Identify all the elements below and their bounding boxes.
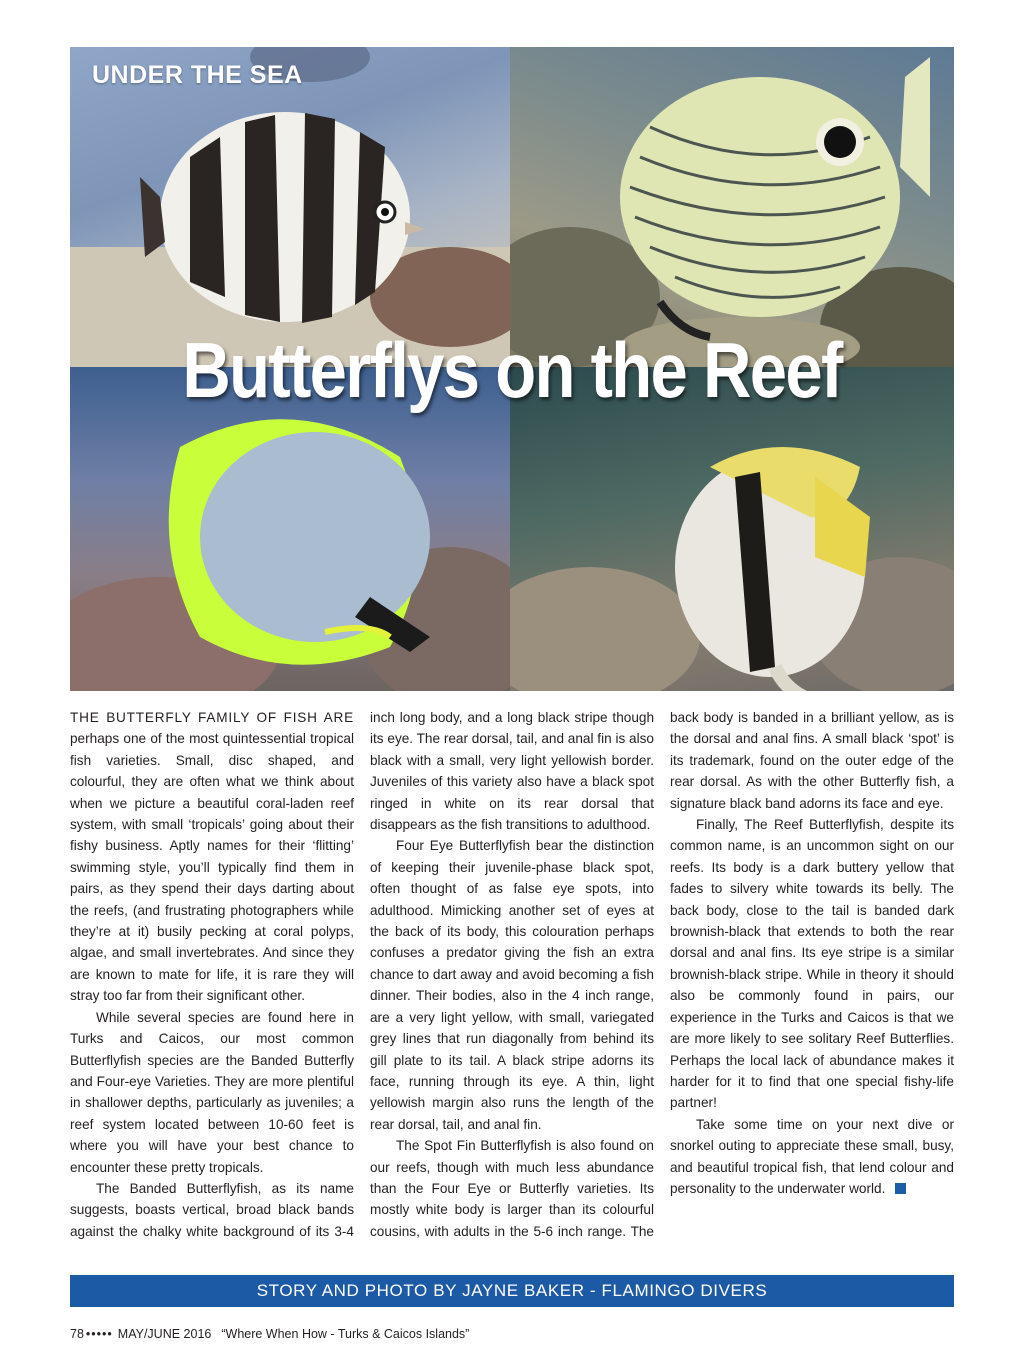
article-intro-text: perhaps one of the most quintessential tropical fish varieties. Small, disc shaped, and colourful, they are often what we think about when we picture a beautiful coral-laden reef system, with small ‘tropicals’ going about their fishy business. Aptly names for their ‘flitting’ swimming style, you’ll typically find them in pairs, as they spend their days darting about the reefs, (and frustrating photographers while they’re at it) busily pecking at coral polyps, algae, and small invertebrates. And since they are known to mate for life, it is rare they will stray too far from their significant other.	[70, 731, 354, 1004]
page-folio	[70, 1327, 469, 1341]
article-paragraph-intro	[70, 707, 354, 1007]
banded-butterflyfish-photo	[70, 47, 510, 367]
article-body	[70, 707, 954, 1262]
article-paragraph-four-eye: Four Eye Butterflyfish bear the distinction of keeping their juvenile-phase black spot, often thought of as false eye spots, into adulthood. Mimicking another set of eyes at the back of its body, this colouration perhaps confuses a predator giving the fish an extra chance to dart away and avoid becoming a fish dinner. Their bodies, also in the 4 inch range, are a very light yellow, with small, variegated grey lines that run diagonally from behind its gill plate to its tail. A black stripe adorns its face, running through its eye. A thin, light yellowish margin also runs the length of the rear dorsal, tail, and anal fin.	[370, 838, 654, 1132]
page-number: 78	[70, 1327, 84, 1341]
article-paragraph-reef: Finally, The Reef Butterflyfish, despite its common name, is an uncommon sight on our reefs. Its body is a dark buttery yellow that fades to silvery white towards its belly. The back body, close to the tail is banded dark brownish-black that extends to both the rear dorsal and anal fins. Its eye stripe is a similar brownish-black stripe. While in theory it should also be commonly found in pairs, our experience in the Turks and Caicos is that we are more likely to see solitary Reef Butterflies. Perhaps the local lack of abundance makes it harder for it to find that one special fishy-life partner!	[670, 817, 954, 1111]
article-paragraph-spot-fin: The Spot Fin Butterflyfish is also found on our reefs, though with much less abundance than the Four Eye or Butterfly varieties. Its mostly white body is larger than its colourful cousins, with adults in the 5-6 inch range. The back body is banded in a brilliant yellow, as is the dorsal and anal fins. A small black ‘spot’ is its trademark, found on the outer edge of the rear dorsal. As with the other Butterfly fish, a signature black band adorns its face and eye.	[370, 710, 954, 1239]
article-closing-text: Take some time on your next dive or snorkel outing to appreciate these small, busy, and beautiful tropical fish, that lend colour and personality to the underwater world.	[670, 1116, 954, 1196]
article-headline: Butterflys on the Reef	[182, 326, 842, 414]
article-paragraph-closing	[670, 1114, 954, 1200]
issue-date: MAY/JUNE 2016	[117, 1327, 212, 1341]
section-label: UNDER THE SEA	[92, 61, 303, 89]
story-credit-bar: STORY AND PHOTO BY JAYNE BAKER - FLAMINGO DIVERS	[70, 1275, 954, 1307]
end-mark-icon	[895, 1183, 906, 1194]
four-eye-butterflyfish-photo	[510, 47, 954, 367]
article-paragraph-banded: The Banded Butterflyfish, as its name suggests, boasts vertical, broad black bands against the chalky white background of its 3-4 inch long body, and a long black stripe though its eye. The rear dorsal, tail, and anal fin is also black with a small, very light yellowish border. Juveniles of this variety also have a black spot ringed in white on its rear dorsal that disappears as the fish transitions to adulthood.	[70, 710, 654, 1239]
article-paragraph-species: While several species are found here in Turks and Caicos, our most common Butterflyfish species are the Banded Butterfly and Four-eye Varieties. They are more plentiful in shallower depths, particularly as juveniles; a reef system located between 10-60 feet is where you will have your best chance to encounter these pretty tropicals.	[70, 1009, 354, 1175]
article-lead-in: THE BUTTERFLY FAMILY OF FISH ARE	[70, 710, 354, 725]
folio-dots: •••••	[85, 1327, 113, 1341]
publication-name: “Where When How - Turks & Caicos Islands”	[221, 1327, 470, 1341]
hero-photo-collage	[70, 47, 954, 691]
